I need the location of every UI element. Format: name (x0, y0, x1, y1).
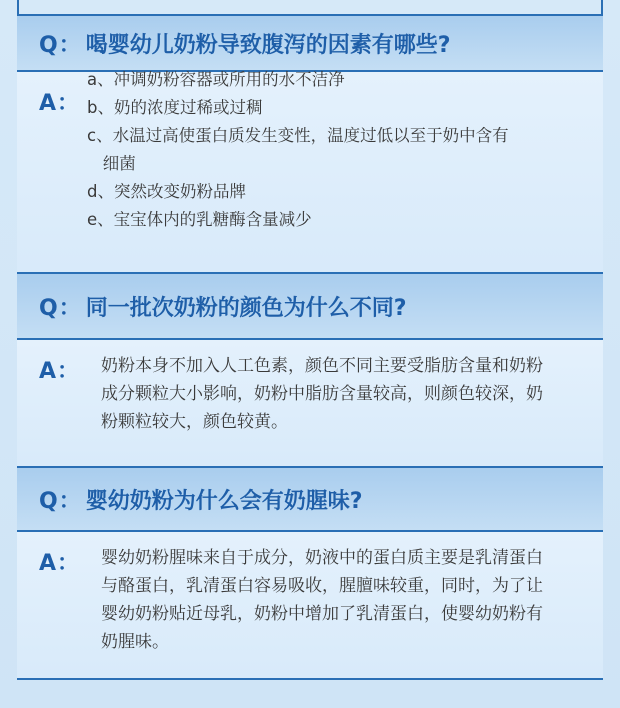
answer-block-2 (17, 340, 603, 466)
answer-line: 婴幼奶粉贴近母乳，奶粉中增加了乳清蛋白，使婴幼奶粉有 (101, 604, 543, 624)
question-text: 婴幼奶粉为什么会有奶腥味? (85, 488, 363, 514)
answer-prefix: A： (39, 359, 81, 384)
answer-item: b、奶的浓度过稀或过稠 (87, 98, 263, 117)
question-prefix: Q： (39, 32, 82, 58)
answer-line: 与酪蛋白，乳清蛋白容易吸收，腥膻味较重，同时，为了让 (101, 576, 543, 596)
answer-item: a、冲调奶粉容器或所用的水不洁净 (87, 70, 345, 89)
answer-line: 奶腥味。 (101, 632, 169, 652)
question-band-2 (17, 272, 603, 340)
question-prefix: Q： (39, 488, 82, 514)
answer-list (87, 66, 583, 234)
question-band-3 (17, 466, 603, 532)
question-text: 同一批次奶粉的颜色为什么不同? (85, 295, 407, 321)
answer-line: 婴幼奶粉腥味来自于成分，奶液中的蛋白质主要是乳清蛋白 (101, 548, 543, 568)
answer-prefix: A： (39, 91, 81, 116)
answer-paragraph (101, 544, 581, 656)
question-prefix: Q： (39, 295, 82, 321)
answer-block-3 (17, 532, 603, 678)
answer-item: 细菌 (87, 154, 136, 173)
answer-paragraph (101, 352, 581, 436)
frame-bottom-border (17, 678, 603, 680)
question-text: 喝婴幼儿奶粉导致腹泻的因素有哪些? (85, 32, 451, 58)
answer-prefix: A： (39, 551, 81, 576)
answer-line: 成分颗粒大小影响，奶粉中脂肪含量较高，则颜色较深，奶 (101, 384, 543, 404)
answer-line: 粉颗粒较大，颜色较黄。 (101, 412, 288, 432)
answer-line: 奶粉本身不加入人工色素，颜色不同主要受脂肪含量和奶粉 (101, 356, 543, 376)
answer-item: d、突然改变奶粉品牌 (87, 182, 246, 201)
question-band-1 (17, 14, 603, 72)
answer-item: e、宝宝体内的乳糖酶含量减少 (87, 210, 312, 229)
answer-item: c、水温过高使蛋白质发生变性，温度过低以至于奶中含有 (87, 126, 509, 145)
answer-block-1 (17, 72, 603, 272)
